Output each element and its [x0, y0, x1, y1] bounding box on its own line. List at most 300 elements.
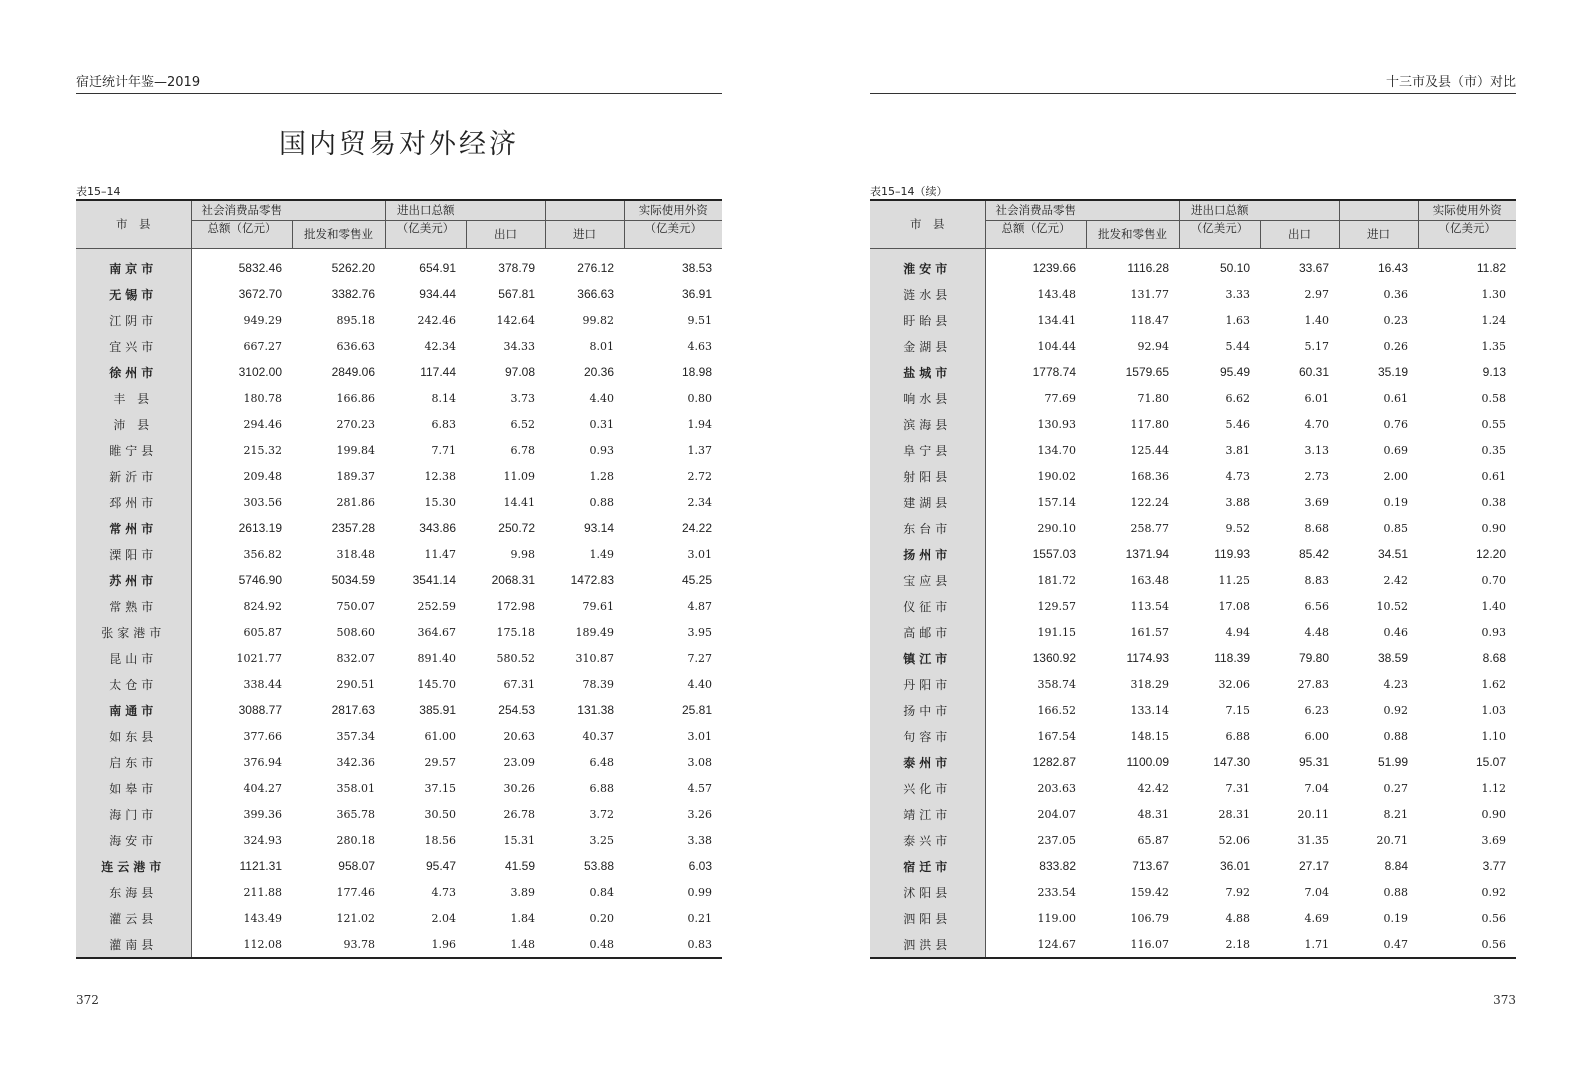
region-name-cell: 灌云县 [76, 905, 191, 931]
export-cell: 6.52 [510, 417, 535, 431]
wholesale-retail-cell: 832.07 [336, 651, 375, 665]
export-cell: 26.78 [503, 807, 535, 821]
wholesale-retail-cell: 508.60 [336, 625, 375, 639]
export-cell: 378.79 [498, 261, 535, 275]
trade-total-cell: 117.44 [420, 365, 456, 379]
import-cell: 8.01 [589, 339, 614, 353]
retail-total-cell: 191.15 [1037, 625, 1076, 639]
wholesale-retail-cell: 342.36 [336, 755, 375, 769]
retail-total-cell: 356.82 [243, 547, 282, 561]
wholesale-retail-cell: 166.86 [336, 391, 375, 405]
header-retail-line2: 总额（亿元） [985, 221, 1086, 249]
region-name-cell: 睢宁县 [76, 437, 191, 463]
wholesale-retail-cell: 177.46 [336, 885, 375, 899]
retail-total-cell: 1282.87 [1032, 755, 1076, 769]
trade-total-cell: 95.47 [425, 859, 456, 873]
retail-total-cell: 3088.77 [238, 703, 282, 717]
trade-total-cell: 18.56 [424, 833, 456, 847]
table-row [76, 905, 722, 931]
wholesale-retail-cell: 258.77 [1130, 521, 1169, 535]
wholesale-retail-cell: 2849.06 [331, 365, 375, 379]
wholesale-retail-cell: 131.77 [1130, 287, 1169, 301]
fdi-cell: 1.40 [1481, 599, 1506, 613]
export-cell: 8.68 [1304, 521, 1329, 535]
table-row [76, 853, 722, 879]
fdi-cell: 3.01 [687, 547, 712, 561]
trade-total-cell: 145.70 [417, 677, 456, 691]
fdi-cell: 1.94 [687, 417, 712, 431]
wholesale-retail-cell: 5034.59 [331, 573, 375, 587]
retail-total-cell: 3102.00 [238, 365, 282, 379]
export-cell: 9.98 [510, 547, 535, 561]
region-name-cell: 昆山市 [76, 645, 191, 671]
region-name-cell: 南京市 [76, 249, 191, 282]
retail-total-cell: 143.49 [243, 911, 282, 925]
import-cell: 99.82 [582, 313, 614, 327]
fdi-cell: 2.34 [687, 495, 712, 509]
export-cell: 27.17 [1298, 859, 1329, 873]
header-region: 市 县 [76, 200, 191, 249]
table-label: 表15–14（续） [870, 185, 948, 198]
export-cell: 567.81 [498, 287, 535, 301]
table-row [76, 723, 722, 749]
table-row [76, 281, 722, 307]
trade-total-cell: 4.88 [1225, 911, 1250, 925]
region-name-cell: 靖江市 [870, 801, 985, 827]
import-cell: 8.21 [1383, 807, 1408, 821]
wholesale-retail-cell: 125.44 [1130, 443, 1169, 457]
region-name-cell: 淮安市 [870, 249, 985, 282]
wholesale-retail-cell: 113.54 [1130, 599, 1169, 613]
table-row [76, 489, 722, 515]
import-cell: 189.49 [575, 625, 614, 639]
fdi-cell: 0.70 [1481, 573, 1506, 587]
header-fdi-line1: 实际使用外资 [1418, 200, 1516, 221]
fdi-cell: 0.56 [1481, 911, 1506, 925]
export-cell: 7.04 [1304, 885, 1329, 899]
table-row [870, 593, 1516, 619]
trade-total-cell: 8.14 [431, 391, 456, 405]
export-cell: 3.69 [1304, 495, 1329, 509]
header-fdi-line2: （亿美元） [624, 221, 722, 249]
table-row [76, 801, 722, 827]
import-cell: 3.72 [589, 807, 614, 821]
table-row [76, 697, 722, 723]
region-name-cell: 宝应县 [870, 567, 985, 593]
trade-total-cell: 95.49 [1219, 365, 1250, 379]
import-cell: 0.85 [1383, 521, 1408, 535]
table-row [76, 437, 722, 463]
import-cell: 40.37 [582, 729, 614, 743]
export-cell: 250.72 [498, 521, 535, 535]
retail-total-cell: 1121.31 [239, 859, 282, 873]
retail-total-cell: 119.00 [1037, 911, 1076, 925]
table-row [76, 515, 722, 541]
trade-total-cell: 5.44 [1225, 339, 1250, 353]
retail-total-cell: 1239.66 [1032, 261, 1076, 275]
region-name-cell: 溧阳市 [76, 541, 191, 567]
region-name-cell: 金湖县 [870, 333, 985, 359]
region-name-cell: 泗洪县 [870, 931, 985, 958]
wholesale-retail-cell: 280.18 [336, 833, 375, 847]
export-cell: 4.69 [1304, 911, 1329, 925]
fdi-cell: 3.77 [1482, 859, 1506, 873]
export-cell: 3.73 [510, 391, 535, 405]
header-export: 出口 [1260, 221, 1339, 249]
header-import: 进口 [545, 221, 624, 249]
export-cell: 20.63 [503, 729, 535, 743]
trade-total-cell: 37.15 [424, 781, 456, 795]
export-cell: 5.17 [1304, 339, 1329, 353]
region-name-cell: 镇江市 [870, 645, 985, 671]
export-cell: 34.33 [503, 339, 535, 353]
trade-total-cell: 242.46 [417, 313, 456, 327]
header-trade-line2: （亿美元） [1179, 221, 1260, 249]
wholesale-retail-cell: 357.34 [336, 729, 375, 743]
region-name-cell: 启东市 [76, 749, 191, 775]
wholesale-retail-cell: 2357.28 [331, 521, 375, 535]
export-cell: 41.59 [504, 859, 535, 873]
region-name-cell: 仪征市 [870, 593, 985, 619]
wholesale-retail-cell: 106.79 [1130, 911, 1169, 925]
import-cell: 0.76 [1383, 417, 1408, 431]
trade-total-cell: 5.46 [1225, 417, 1250, 431]
import-cell: 0.92 [1383, 703, 1408, 717]
import-cell: 3.25 [589, 833, 614, 847]
retail-total-cell: 203.63 [1037, 781, 1076, 795]
import-cell: 0.27 [1383, 781, 1408, 795]
export-cell: 142.64 [496, 313, 535, 327]
retail-total-cell: 358.74 [1037, 677, 1076, 691]
wholesale-retail-cell: 168.36 [1130, 469, 1169, 483]
import-cell: 310.87 [575, 651, 614, 665]
trade-total-cell: 934.44 [419, 287, 456, 301]
region-name-cell: 海门市 [76, 801, 191, 827]
table-row [870, 437, 1516, 463]
wholesale-retail-cell: 92.94 [1137, 339, 1169, 353]
import-cell: 0.88 [589, 495, 614, 509]
fdi-cell: 2.72 [687, 469, 712, 483]
retail-total-cell: 377.66 [243, 729, 282, 743]
header-trade-line1: 进出口总额 [385, 200, 466, 221]
table-row [870, 489, 1516, 515]
trade-total-cell: 6.62 [1225, 391, 1250, 405]
export-cell: 4.70 [1304, 417, 1329, 431]
right-page [793, 0, 1587, 1077]
trade-total-cell: 1.96 [385, 931, 466, 958]
import-cell: 6.48 [589, 755, 614, 769]
export-cell: 11.09 [503, 469, 535, 483]
trade-total-cell: 29.57 [424, 755, 456, 769]
retail-total-cell: 324.93 [243, 833, 282, 847]
region-name-cell: 盐城市 [870, 359, 985, 385]
trade-total-cell: 32.06 [1218, 677, 1250, 691]
export-cell: 3.13 [1304, 443, 1329, 457]
retail-total-cell: 134.41 [1037, 313, 1076, 327]
fdi-cell: 0.35 [1481, 443, 1506, 457]
trade-total-cell: 6.88 [1225, 729, 1250, 743]
header-fdi-line1: 实际使用外资 [624, 200, 722, 221]
table-row [76, 775, 722, 801]
page-number: 373 [1493, 993, 1516, 1007]
wholesale-retail-cell: 318.48 [336, 547, 375, 561]
wholesale-retail-cell: 281.86 [336, 495, 375, 509]
region-name-cell: 句容市 [870, 723, 985, 749]
fdi-cell: 3.95 [687, 625, 712, 639]
header-blank [545, 200, 624, 221]
section-title: 国内贸易对外经济 [279, 129, 519, 160]
table-row [76, 879, 722, 905]
import-cell: 4.23 [1383, 677, 1408, 691]
table-row [76, 593, 722, 619]
table-row [76, 619, 722, 645]
fdi-cell: 4.87 [687, 599, 712, 613]
fdi-cell: 45.25 [681, 573, 712, 587]
region-name-cell: 徐州市 [76, 359, 191, 385]
table-row [870, 281, 1516, 307]
retail-total-cell: 824.92 [243, 599, 282, 613]
retail-total-cell: 143.48 [1037, 287, 1076, 301]
trade-total-cell: 7.15 [1225, 703, 1250, 717]
page-number: 372 [76, 993, 99, 1007]
region-name-cell: 射阳县 [870, 463, 985, 489]
fdi-cell: 0.90 [1481, 521, 1506, 535]
import-cell: 0.46 [1383, 625, 1408, 639]
table-row [870, 723, 1516, 749]
trade-total-cell: 3.81 [1225, 443, 1250, 457]
import-cell: 1.28 [589, 469, 614, 483]
table-row [76, 567, 722, 593]
table-row [870, 515, 1516, 541]
export-cell: 1.40 [1304, 313, 1329, 327]
fdi-cell: 0.61 [1481, 469, 1506, 483]
trade-total-cell: 4.73 [431, 885, 456, 899]
header-fdi-line2: （亿美元） [1418, 221, 1516, 249]
import-cell: 8.84 [1384, 859, 1408, 873]
retail-total-cell: 77.69 [1044, 391, 1076, 405]
table-row [76, 411, 722, 437]
export-cell: 15.31 [503, 833, 535, 847]
table-row [870, 249, 1516, 282]
wholesale-retail-cell: 958.07 [338, 859, 375, 873]
region-name-cell: 扬州市 [870, 541, 985, 567]
table-row [870, 541, 1516, 567]
trade-total-cell: 7.92 [1225, 885, 1250, 899]
export-cell: 172.98 [496, 599, 535, 613]
retail-total-cell: 215.32 [243, 443, 282, 457]
table-row [76, 541, 722, 567]
export-cell: 60.31 [1298, 365, 1329, 379]
wholesale-retail-cell: 42.42 [1137, 781, 1169, 795]
trade-total-cell: 11.25 [1218, 573, 1250, 587]
table-header [76, 200, 722, 249]
export-cell: 79.80 [1298, 651, 1329, 665]
trade-total-cell: 891.40 [417, 651, 456, 665]
export-cell: 2068.31 [491, 573, 535, 587]
header-blank [1339, 200, 1418, 221]
wholesale-retail-cell: 1100.09 [1126, 755, 1169, 769]
region-name-cell: 太仓市 [76, 671, 191, 697]
export-cell: 1.48 [466, 931, 545, 958]
export-cell: 2.97 [1304, 287, 1329, 301]
fdi-cell: 0.92 [1481, 885, 1506, 899]
region-name-cell: 沛 县 [76, 411, 191, 437]
header-blank [1086, 200, 1179, 221]
wholesale-retail-cell: 48.31 [1137, 807, 1169, 821]
trade-total-cell: 1.63 [1225, 313, 1250, 327]
retail-total-cell: 180.78 [243, 391, 282, 405]
header-region: 市 县 [870, 200, 985, 249]
import-cell: 1.49 [589, 547, 614, 561]
import-cell: 16.43 [1377, 261, 1408, 275]
retail-total-cell: 1557.03 [1032, 547, 1076, 561]
import-cell: 0.48 [545, 931, 624, 958]
trade-total-cell: 2.18 [1179, 931, 1260, 958]
export-cell: 31.35 [1297, 833, 1329, 847]
wholesale-retail-cell: 118.47 [1130, 313, 1169, 327]
table-row [76, 645, 722, 671]
fdi-cell: 9.51 [687, 313, 712, 327]
region-name-cell: 沭阳县 [870, 879, 985, 905]
wholesale-retail-cell: 71.80 [1137, 391, 1169, 405]
wholesale-retail-cell: 895.18 [336, 313, 375, 327]
wholesale-retail-cell: 133.14 [1130, 703, 1169, 717]
trade-total-cell: 6.83 [431, 417, 456, 431]
import-cell: 0.47 [1339, 931, 1418, 958]
region-name-cell: 东海县 [76, 879, 191, 905]
wholesale-retail-cell: 290.51 [336, 677, 375, 691]
wholesale-retail-cell: 93.78 [292, 931, 385, 958]
retail-total-cell: 124.67 [985, 931, 1086, 958]
table-row [870, 853, 1516, 879]
import-cell: 0.31 [589, 417, 614, 431]
trade-total-cell: 3.88 [1225, 495, 1250, 509]
retail-total-cell: 112.08 [191, 931, 292, 958]
region-name-cell: 泰州市 [870, 749, 985, 775]
export-cell: 33.67 [1298, 261, 1329, 275]
trade-total-cell: 364.67 [417, 625, 456, 639]
import-cell: 0.19 [1383, 495, 1408, 509]
region-name-cell: 阜宁县 [870, 437, 985, 463]
fdi-cell: 4.40 [687, 677, 712, 691]
export-cell: 580.52 [496, 651, 535, 665]
wholesale-retail-cell: 713.67 [1132, 859, 1169, 873]
import-cell: 0.84 [589, 885, 614, 899]
statistics-table-continued [870, 199, 1516, 959]
running-head: 十三市及县（市）对比 [870, 73, 1516, 94]
fdi-cell: 0.99 [687, 885, 712, 899]
wholesale-retail-cell: 1579.65 [1125, 365, 1169, 379]
table-row [870, 307, 1516, 333]
region-name-cell: 邳州市 [76, 489, 191, 515]
trade-total-cell: 36.01 [1219, 859, 1250, 873]
import-cell: 0.88 [1383, 885, 1408, 899]
fdi-cell: 0.56 [1418, 931, 1516, 958]
fdi-cell: 1.35 [1481, 339, 1506, 353]
retail-total-cell: 5832.46 [238, 261, 282, 275]
wholesale-retail-cell: 365.78 [336, 807, 375, 821]
fdi-cell: 18.98 [681, 365, 712, 379]
table-row [870, 775, 1516, 801]
table-row [76, 359, 722, 385]
retail-total-cell: 605.87 [243, 625, 282, 639]
export-cell: 97.08 [504, 365, 535, 379]
import-cell: 53.88 [583, 859, 614, 873]
wholesale-retail-cell: 318.29 [1130, 677, 1169, 691]
region-name-cell: 丹阳市 [870, 671, 985, 697]
export-cell: 67.31 [503, 677, 535, 691]
export-cell: 3.89 [510, 885, 535, 899]
fdi-cell: 4.57 [687, 781, 712, 795]
left-page [0, 0, 793, 1077]
export-cell: 175.18 [496, 625, 535, 639]
import-cell: 131.38 [577, 703, 614, 717]
region-name-cell: 如皋市 [76, 775, 191, 801]
wholesale-retail-cell: 117.80 [1130, 417, 1169, 431]
region-name-cell: 高邮市 [870, 619, 985, 645]
fdi-cell: 25.81 [681, 703, 712, 717]
export-cell: 8.83 [1304, 573, 1329, 587]
retail-total-cell: 294.46 [243, 417, 282, 431]
region-name-cell: 泗阳县 [870, 905, 985, 931]
fdi-cell: 0.58 [1481, 391, 1506, 405]
trade-total-cell: 12.38 [424, 469, 456, 483]
trade-total-cell: 3.33 [1225, 287, 1250, 301]
export-cell: 1.71 [1260, 931, 1339, 958]
trade-total-cell: 385.91 [419, 703, 456, 717]
export-cell: 6.56 [1304, 599, 1329, 613]
fdi-cell: 0.80 [687, 391, 712, 405]
region-name-cell: 滨海县 [870, 411, 985, 437]
table-row [870, 801, 1516, 827]
import-cell: 51.99 [1377, 755, 1408, 769]
retail-total-cell: 167.54 [1037, 729, 1076, 743]
region-name-cell: 泰兴市 [870, 827, 985, 853]
import-cell: 1472.83 [570, 573, 614, 587]
table-row [76, 385, 722, 411]
retail-total-cell: 1360.92 [1032, 651, 1076, 665]
table-label: 表15–14 [76, 185, 121, 198]
fdi-cell: 1.30 [1481, 287, 1506, 301]
retail-total-cell: 166.52 [1037, 703, 1076, 717]
wholesale-retail-cell: 199.84 [336, 443, 375, 457]
fdi-cell: 1.62 [1481, 677, 1506, 691]
import-cell: 276.12 [577, 261, 614, 275]
import-cell: 0.88 [1383, 729, 1408, 743]
region-name-cell: 新沂市 [76, 463, 191, 489]
table-row [870, 931, 1516, 958]
wholesale-retail-cell: 5262.20 [331, 261, 375, 275]
wholesale-retail-cell: 159.42 [1130, 885, 1169, 899]
table-row [76, 827, 722, 853]
retail-total-cell: 2613.19 [238, 521, 282, 535]
statistics-table [76, 199, 722, 959]
region-name-cell: 扬中市 [870, 697, 985, 723]
table-row [76, 249, 722, 282]
trade-total-cell: 7.71 [431, 443, 456, 457]
fdi-cell: 0.83 [624, 931, 722, 958]
table-row [870, 619, 1516, 645]
retail-total-cell: 5746.90 [238, 573, 282, 587]
fdi-cell: 0.55 [1481, 417, 1506, 431]
fdi-cell: 3.26 [687, 807, 712, 821]
table-row [76, 931, 722, 958]
table-row [870, 385, 1516, 411]
fdi-cell: 36.91 [681, 287, 712, 301]
export-cell: 23.09 [503, 755, 535, 769]
fdi-cell: 3.38 [687, 833, 712, 847]
trade-total-cell: 30.50 [424, 807, 456, 821]
